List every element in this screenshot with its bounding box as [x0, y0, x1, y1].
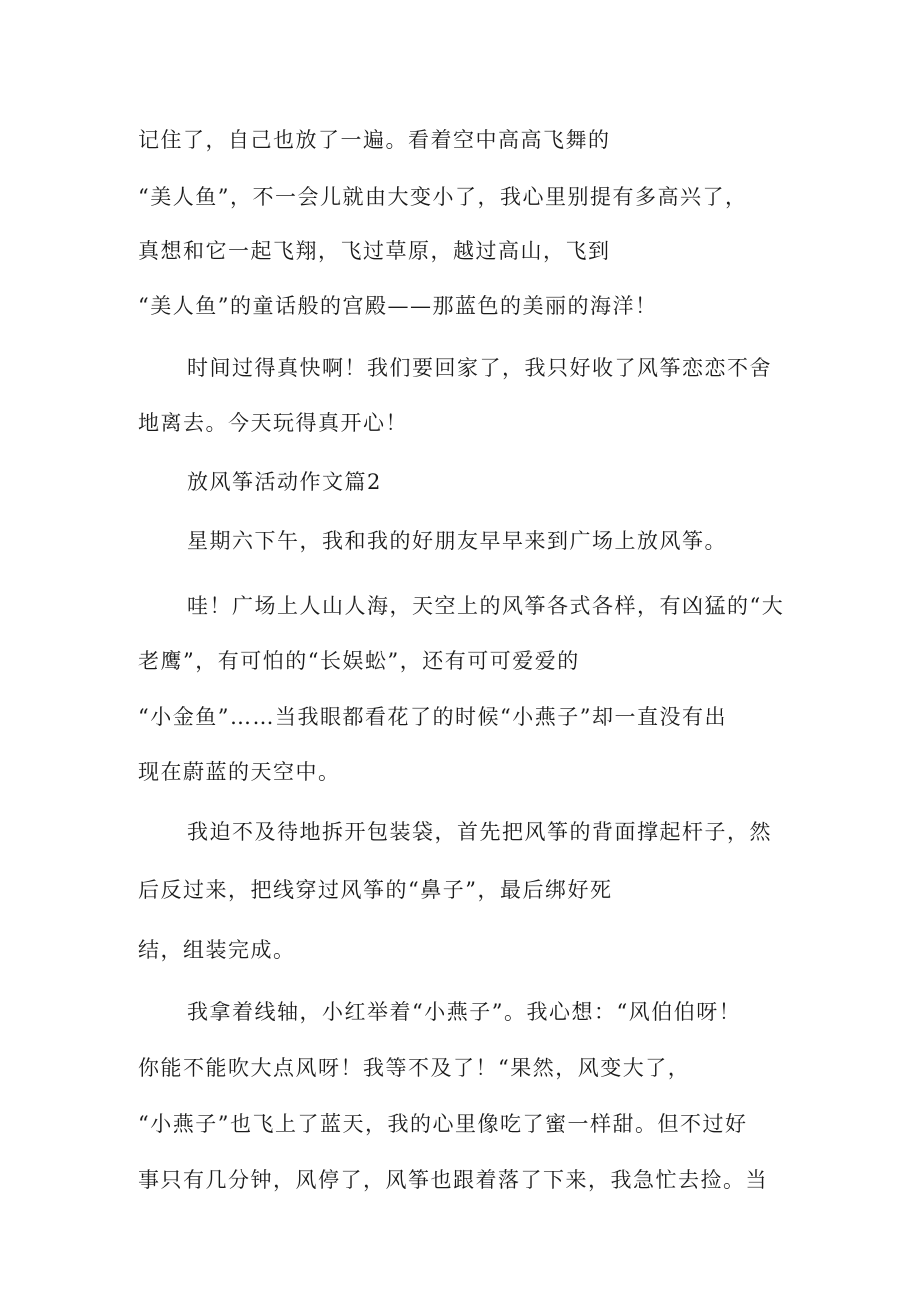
paragraph-first-line: 星期六下午，我和我的好朋友早早来到广场上放风筝。 [187, 529, 727, 553]
paragraph-first-line: 我迫不及待地拆开包装袋，首先把风筝的背面撑起杆子，然 [187, 820, 772, 844]
text-line: “美人鱼”，不一会儿就由大变小了，我心里别提有多高兴了， [138, 185, 748, 209]
text-line: 结，组装完成。 [138, 938, 296, 962]
paragraph-first-line: 我拿着线轴，小红举着“小燕子”。我心想：“风伯伯呀！ [187, 1000, 742, 1024]
section-heading: 放风筝活动作文篇2 [187, 470, 382, 494]
text-line: 真想和它一起飞翔，飞过草原，越过高山，飞到 [138, 239, 611, 263]
text-line: 地离去。今天玩得真开心！ [138, 411, 408, 435]
text-line: 你能不能吹大点风呀！我等不及了！“果然，风变大了， [138, 1056, 691, 1080]
text-line: 事只有几分钟，风停了，风筝也跟着落了下来，我急忙去捡。当 [138, 1168, 768, 1192]
text-line: 老鹰”，有可怕的“长娱蚣”，还有可可爱爱的 [138, 649, 580, 673]
text-line: 后反过来，把线穿过风筝的“鼻子”，最后绑好死 [138, 878, 613, 902]
text-line: 记住了，自己也放了一遍。看着空中高高飞舞的 [138, 128, 611, 152]
text-line: “美人鱼”的童话般的宫殿——那蓝色的美丽的海洋！ [138, 294, 658, 318]
text-line: 现在蔚蓝的天空中。 [138, 760, 341, 784]
text-line: “小燕子”也飞上了蓝天，我的心里像吃了蜜一样甜。但不过好 [138, 1112, 748, 1136]
paragraph-first-line: 时间过得真快啊！我们要回家了，我只好收了风筝恋恋不舍 [187, 356, 772, 380]
text-line: “小金鱼”……当我眼都看花了的时候“小燕子”却一直没有出 [138, 705, 727, 729]
paragraph-first-line: 哇！广场上人山人海，天空上的风筝各式各样，有凶猛的“大 [187, 594, 785, 618]
